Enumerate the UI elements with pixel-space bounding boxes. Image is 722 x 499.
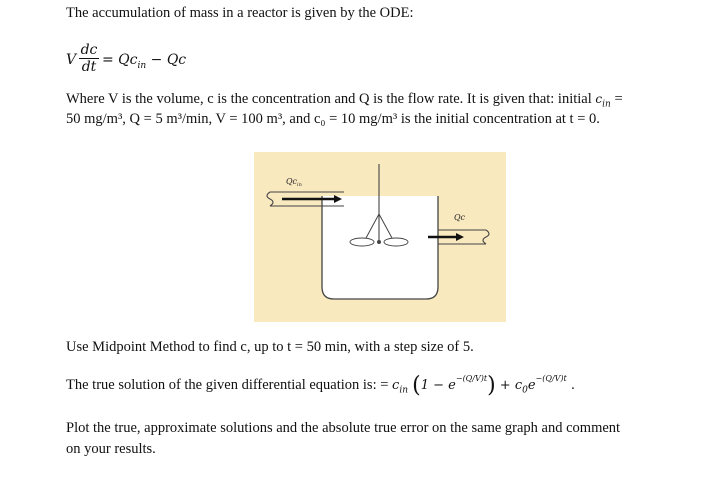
task-text: Use Midpoint Method to find c, up to t = 50 min, with a step size of 5. — [66, 339, 474, 355]
where-line-2: 50 mg/m³, Q = 5 m³/min, V = 100 m³, and c₀ = 10 mg/m³ is the initial concentration at t = 0. — [66, 111, 600, 127]
reactor-vessel — [322, 196, 438, 299]
ode-denominator: dt — [81, 59, 97, 75]
true-solution-formula: $c_{in}$ $(1 - e^{-(Q/V)t}) + c_0e^{-(Q/V)t}$ . — [392, 373, 576, 398]
reactor-svg — [254, 152, 506, 322]
inlet-label: $Qc_{in}$ — [286, 177, 302, 188]
true-solution-line — [66, 373, 575, 403]
ode-numerator: dc — [80, 42, 98, 58]
impeller-blade-left — [350, 238, 374, 246]
impeller-hub — [377, 240, 381, 244]
cin-symbol: $c_{in}$ — [595, 92, 611, 110]
plot-task-line-1: Plot the true, approximate solutions and the absolute true error on the same graph and comment — [66, 420, 621, 436]
where-line-1 — [66, 91, 623, 109]
ode-rhs-sub: in — [137, 60, 147, 71]
where-text-1: Where V is the volume, c is the concentration and Q is the flow rate. It is given that: initial — [66, 91, 592, 107]
ode-derivative-fraction — [78, 42, 100, 75]
ode-volume-symbol: V — [66, 52, 77, 68]
outlet-label: Qc — [454, 213, 466, 222]
ode-rhs-tail: − Qc — [146, 52, 187, 68]
plot-task-line-2: on your results. — [66, 441, 156, 457]
where-equals: = — [610, 91, 623, 107]
impeller-blade-right — [384, 238, 408, 246]
reactor-diagram — [254, 152, 506, 322]
true-solution-lead: The true solution of the given differential equation is: = — [66, 377, 389, 393]
ode-rhs — [102, 52, 186, 71]
intro-text: The accumulation of mass in a reactor is given by the ODE: — [66, 5, 414, 21]
ode-rhs-main: = Qc — [102, 52, 138, 68]
outlet-arrowhead — [456, 233, 464, 241]
